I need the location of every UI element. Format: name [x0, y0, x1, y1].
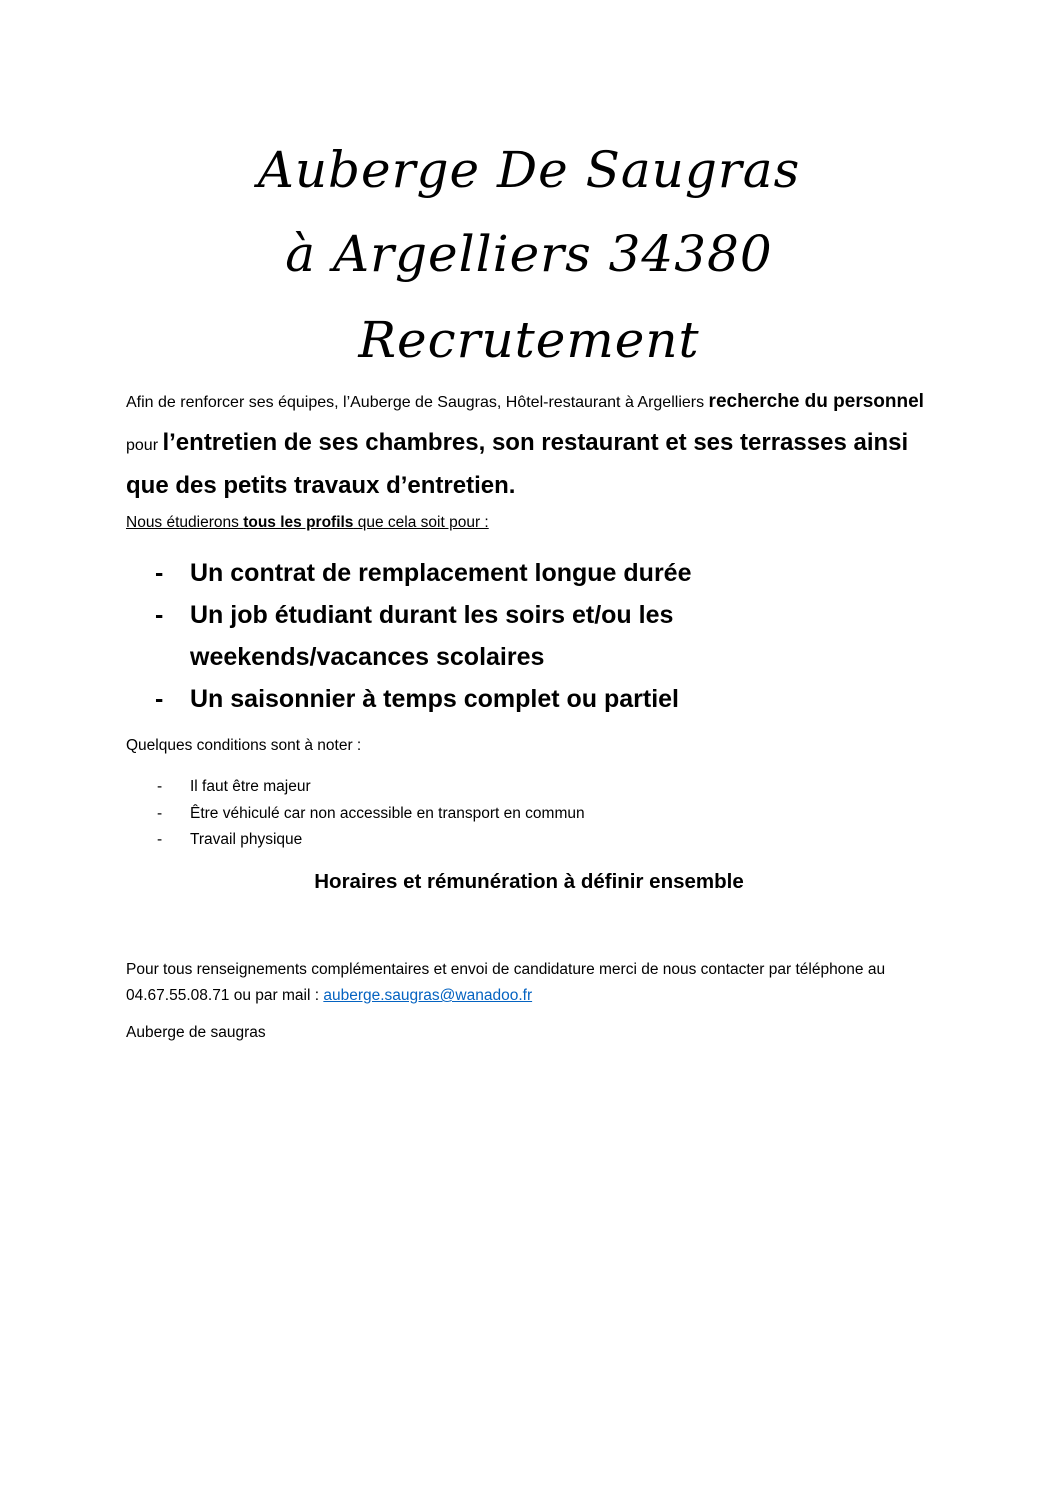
condition-text: Travail physique	[190, 831, 303, 848]
signature: Auberge de saugras	[126, 1024, 266, 1041]
contract-type-text: Un contrat de remplacement longue durée	[190, 559, 692, 587]
title-auberge: Auberge De Saugras	[257, 141, 801, 199]
list-item	[157, 827, 585, 854]
contract-type-text: Un saisonnier à temps complet ou partiel	[190, 685, 680, 713]
list-item	[155, 552, 915, 594]
condition-text: Il faut être majeur	[190, 778, 311, 795]
email-link[interactable]: auberge.saugras@wanadoo.fr	[323, 987, 533, 1004]
contract-types-list	[155, 552, 915, 720]
title-location: à Argelliers 34380	[285, 225, 773, 283]
horaires-heading: Horaires et rémunération à définir ensemble	[314, 870, 744, 893]
list-item	[155, 594, 915, 678]
condition-text: Être véhiculé car non accessible en transport en commun	[190, 804, 585, 822]
contact-text: Pour tous renseignements complémentaires et envoi de candidature merci de nous contacter par téléphone au 04.67.55.08.71 ou par mail :	[126, 961, 886, 1004]
list-item	[157, 774, 585, 801]
contact-paragraph	[126, 957, 926, 1009]
intro-text-4: l’entretien de ses chambres, son restaurant et ses terrasses ainsi que des petits travaux d’entretien.	[126, 429, 909, 499]
profiles-prefix: Nous étudierons	[126, 514, 244, 531]
contract-type-text: Un job étudiant durant les soirs et/ou les weekends/vacances scolaires	[190, 601, 674, 671]
list-item	[157, 801, 585, 828]
profiles-suffix: que cela soit pour :	[353, 514, 489, 531]
profiles-bold: tous les profils	[243, 514, 354, 531]
list-marker: -	[157, 831, 163, 848]
conditions-intro: Quelques conditions sont à noter :	[126, 737, 362, 754]
intro-text-1: Afin de renforcer ses équipes, l’Auberge de Saugras, Hôtel-restaurant à Argelliers	[126, 394, 709, 411]
list-marker: -	[157, 778, 163, 795]
intro-paragraph	[126, 382, 946, 509]
list-item	[155, 678, 915, 720]
list-marker: -	[157, 804, 163, 822]
conditions-list	[157, 774, 585, 854]
title-recrutement: Recrutement	[358, 311, 700, 369]
profiles-line	[126, 514, 489, 532]
list-marker: -	[155, 685, 164, 713]
list-marker: -	[155, 601, 164, 629]
intro-text-3: pour	[126, 437, 163, 454]
list-marker: -	[155, 559, 164, 587]
intro-text-2: recherche du personnel	[708, 391, 924, 412]
